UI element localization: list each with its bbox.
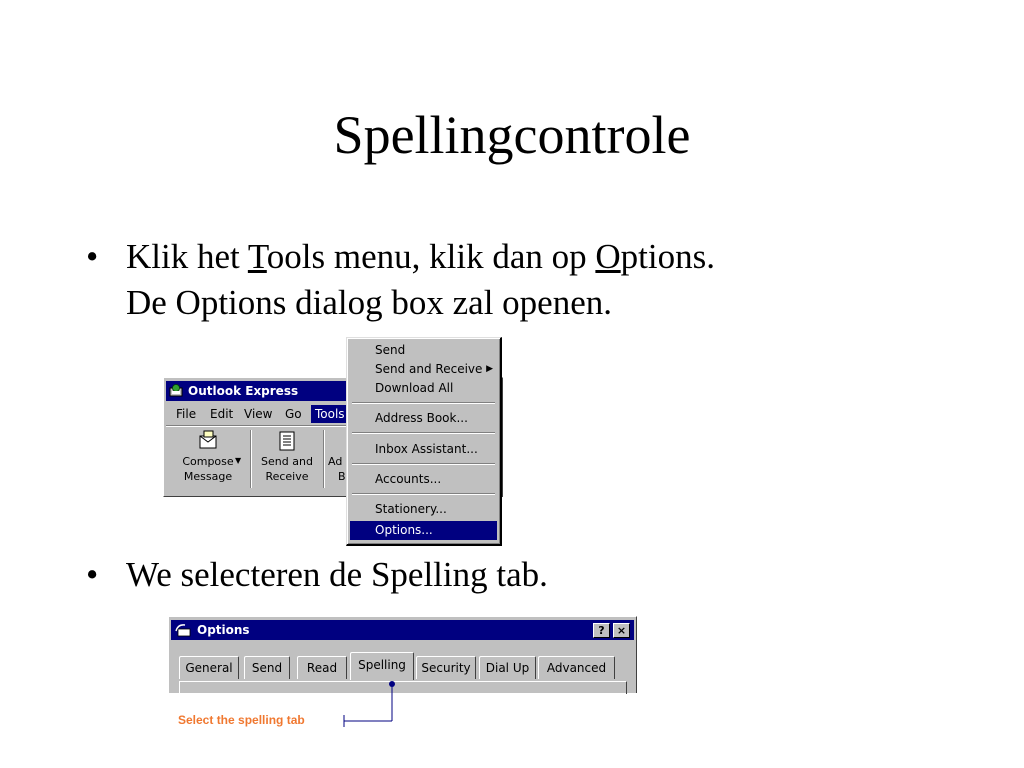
- bullet-marker: •: [86, 555, 99, 594]
- menu-go[interactable]: Go: [285, 407, 302, 421]
- compose-label-2: Message: [183, 470, 233, 483]
- bullet-text-line2: De Options dialog box zal openen.: [126, 283, 613, 322]
- tab-advanced[interactable]: Advanced: [538, 656, 615, 679]
- tab-spelling[interactable]: Spelling: [350, 652, 414, 680]
- options-title: Options: [197, 623, 250, 637]
- address-book-label-1: Ad: [328, 455, 343, 468]
- close-button[interactable]: ×: [613, 623, 630, 638]
- menu-item-label: Accounts...: [375, 472, 442, 486]
- menu-item-label: Send and Receive: [375, 362, 483, 376]
- bullet-marker: •: [86, 237, 99, 276]
- tab-security[interactable]: Security: [416, 656, 476, 679]
- menu-view[interactable]: View: [244, 407, 273, 421]
- menu-tools[interactable]: Tools: [311, 405, 349, 423]
- tab-read[interactable]: Read: [297, 656, 347, 679]
- menu-item-label: Options...: [375, 523, 433, 537]
- send-receive-label-2: Receive: [265, 470, 309, 483]
- slide-title: Spellingcontrole: [333, 105, 691, 165]
- help-button[interactable]: ?: [593, 623, 610, 638]
- bullet-text-underlined: T: [247, 237, 267, 276]
- address-book-label-2: B: [338, 470, 346, 483]
- send-receive-label-1: Send and: [261, 455, 313, 468]
- bullet-text-part: ptions.: [620, 237, 715, 276]
- menu-item-label: Inbox Assistant...: [375, 442, 478, 456]
- menu-edit[interactable]: Edit: [210, 407, 234, 421]
- menu-item-label: Stationery...: [375, 502, 447, 516]
- tab-send[interactable]: Send: [244, 656, 290, 679]
- bullet-text-part: Klik het: [126, 237, 248, 276]
- compose-dropdown-arrow-icon[interactable]: ▼: [235, 456, 242, 465]
- menu-item-label: Send: [375, 343, 406, 357]
- menu-item-label: Download All: [375, 381, 454, 395]
- outlook-title: Outlook Express: [188, 384, 299, 398]
- compose-label-1: Compose: [182, 455, 234, 468]
- menu-item-label: Address Book...: [375, 411, 468, 425]
- tab-general[interactable]: General: [179, 656, 239, 679]
- callout-label: Select the spelling tab: [178, 713, 305, 727]
- submenu-arrow-icon: ▶: [486, 364, 493, 374]
- bullet-text-underlined: O: [595, 237, 621, 276]
- bullet-text-part: ools menu, klik dan op: [266, 237, 596, 276]
- bullet-text: We selecteren de Spelling tab.: [126, 555, 548, 594]
- menu-file[interactable]: File: [176, 407, 197, 421]
- tab-dial-up[interactable]: Dial Up: [479, 656, 536, 679]
